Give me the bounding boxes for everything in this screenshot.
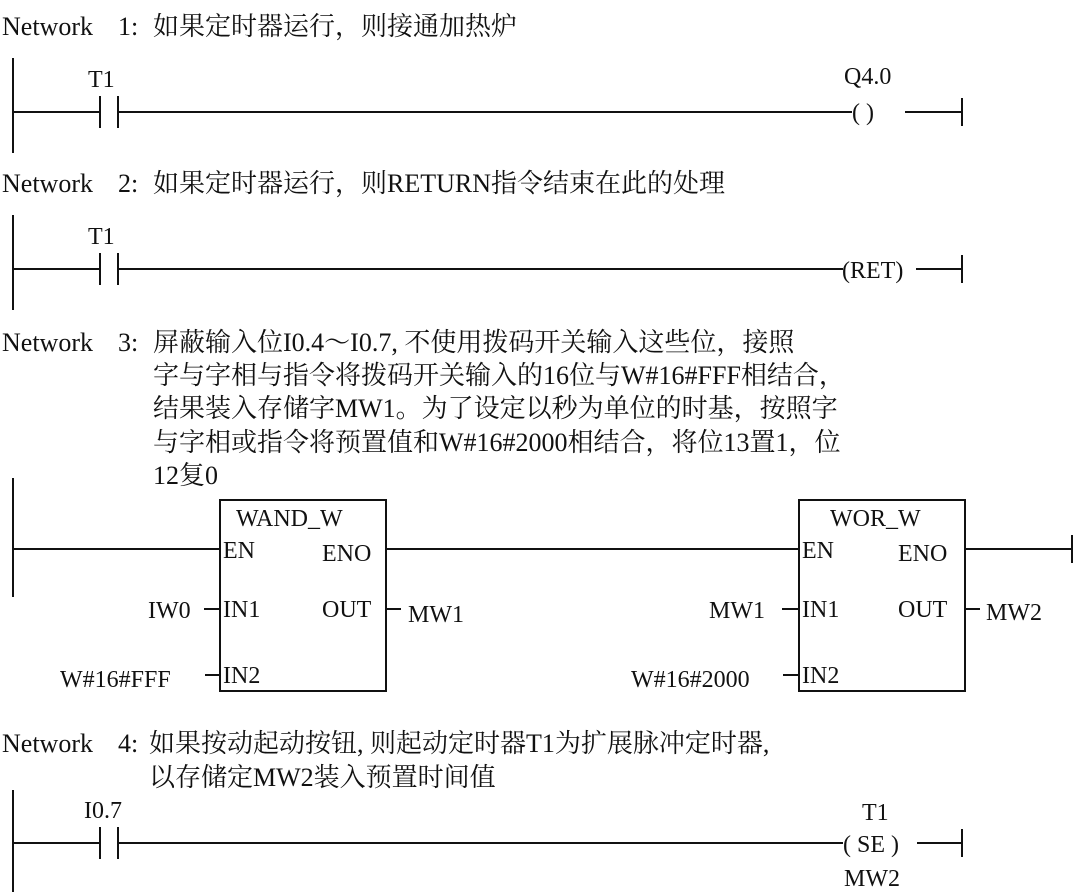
wor-w-in1-pin: IN1	[802, 597, 840, 623]
network-4-comment-line: 如果按动起动按钮, 则起动定时器T1为扩展脉冲定时器,	[149, 729, 770, 758]
network-3-comment-line: 结果装入存储字MW1。为了设定以秒为单位的时基，按照字	[153, 394, 838, 423]
network-2-title: Network	[2, 169, 93, 198]
wor-w-out-operand: MW2	[986, 600, 1042, 626]
network-1	[2, 12, 962, 153]
network-3-title: Network	[2, 328, 93, 357]
network-1-coil[interactable]: ( )	[852, 100, 874, 126]
wand-w-name: WAND_W	[236, 506, 343, 532]
network-3-comment-line: 屏蔽输入位I0.4～I0.7, 不使用拨码开关输入这些位，接照	[153, 328, 795, 357]
network-4-title: Network	[2, 729, 93, 758]
network-4-contact-label: I0.7	[84, 798, 122, 824]
network-1-comment: 如果定时器运行，则接通加热炉	[153, 12, 518, 41]
network-4-se-coil[interactable]: ( SE )	[843, 832, 899, 858]
wor-w-en-pin: EN	[802, 538, 834, 564]
network-3-comment-line: 字与字相与指令将拨码开关输入的16位与W#16#FFF相结合，	[153, 361, 845, 390]
network-1-coil-label: Q4.0	[844, 64, 892, 90]
wor-w-in2-pin: IN2	[802, 663, 840, 689]
network-4	[2, 729, 962, 892]
network-3-comment-line: 12复0	[153, 461, 219, 490]
wand-w-out-operand: MW1	[408, 602, 464, 628]
wor-w-eno-pin: ENO	[898, 541, 948, 567]
network-4-comment-line: 以存储定MW2装入预置时间值	[149, 763, 496, 792]
network-2-contact-label: T1	[88, 224, 115, 250]
wand-w-in1-operand: IW0	[148, 598, 191, 624]
wand-w-out-pin: OUT	[322, 597, 372, 623]
network-4-number: 4:	[118, 729, 139, 758]
wand-w-eno-pin: ENO	[322, 541, 372, 567]
network-2-ret-coil[interactable]: (RET)	[842, 258, 904, 284]
network-3	[2, 328, 1072, 693]
network-2-number: 2:	[118, 169, 139, 198]
wand-w-en-pin: EN	[223, 538, 255, 564]
wand-w-in2-operand: W#16#FFF	[60, 667, 171, 693]
wand-w-in2-pin: IN2	[223, 663, 261, 689]
network-3-comment-line: 与字相或指令将预置值和W#16#2000相结合，将位13置1，位	[153, 428, 841, 457]
wor-w-in1-operand: MW1	[709, 598, 765, 624]
network-3-number: 3:	[118, 328, 139, 357]
network-1-contact[interactable]	[100, 96, 118, 128]
network-4-coil-value: MW2	[844, 866, 900, 892]
wor-w-name: WOR_W	[830, 506, 921, 532]
network-2	[2, 169, 962, 310]
network-1-number: 1:	[118, 12, 139, 41]
network-4-contact[interactable]	[100, 827, 118, 859]
network-4-coil-label: T1	[862, 800, 889, 826]
wand-w-block[interactable]	[220, 500, 386, 691]
wor-w-out-pin: OUT	[898, 597, 948, 623]
wand-w-in1-pin: IN1	[223, 597, 261, 623]
network-1-title: Network	[2, 12, 93, 41]
network-2-contact[interactable]	[100, 253, 118, 285]
network-2-comment: 如果定时器运行，则RETURN指令结束在此的处理	[153, 169, 726, 198]
wor-w-block[interactable]	[799, 500, 965, 691]
wor-w-in2-operand: W#16#2000	[631, 667, 750, 693]
network-1-contact-label: T1	[88, 67, 115, 93]
